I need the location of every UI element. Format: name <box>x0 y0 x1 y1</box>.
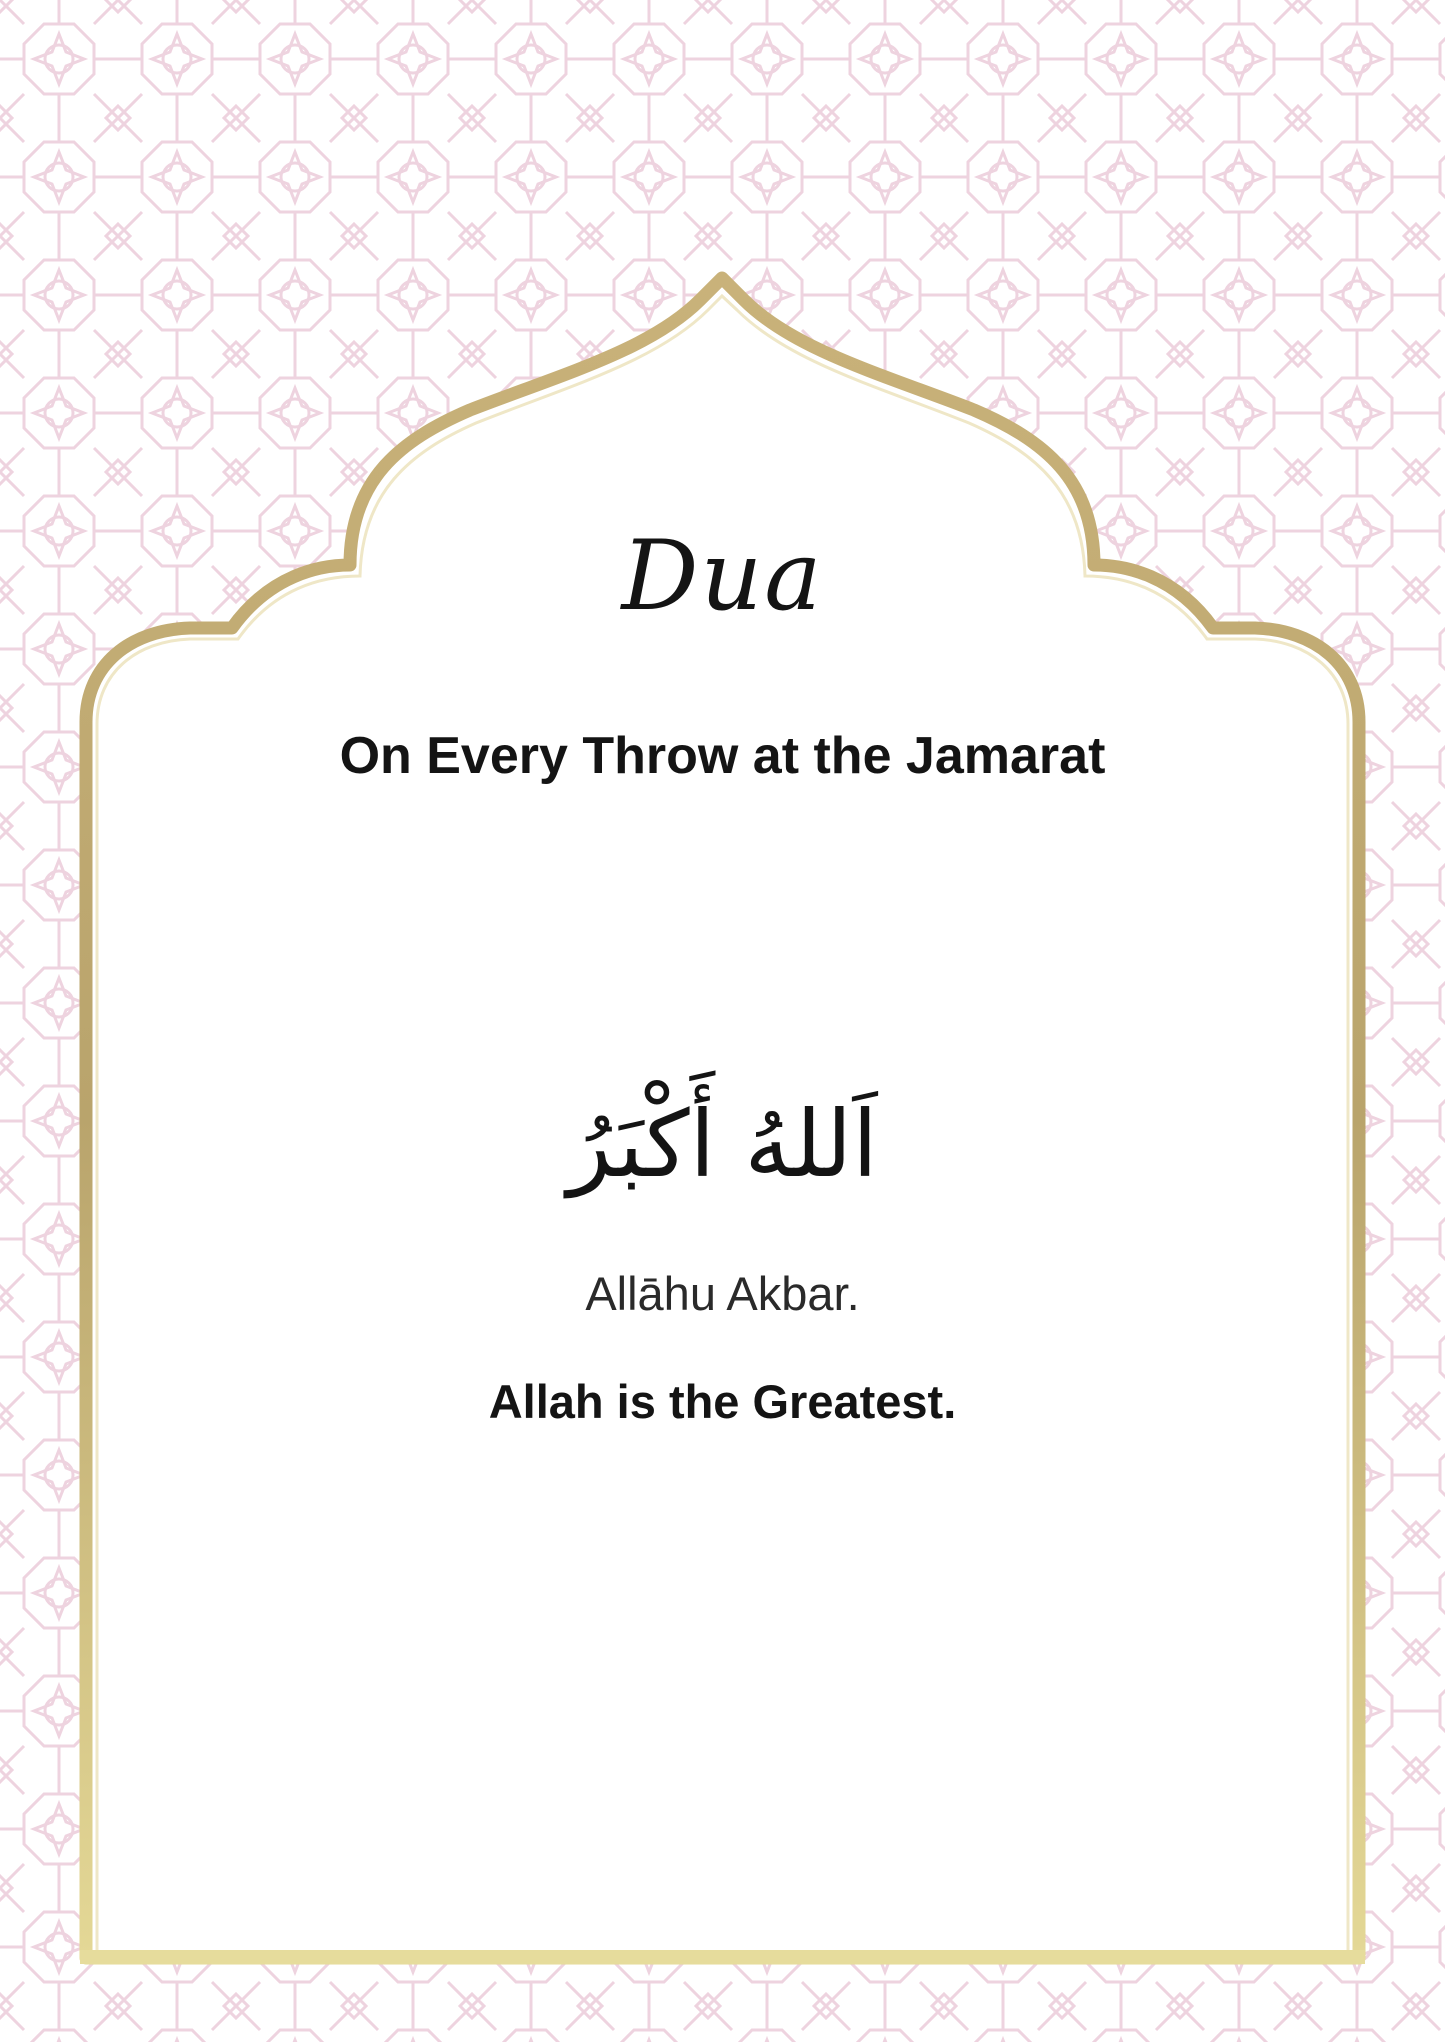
arabic-dua: اَللهُ أَكْبَرُ <box>567 1091 878 1198</box>
card-heading: Dua <box>621 520 824 632</box>
transliteration: Allāhu Akbar. <box>585 1267 860 1320</box>
translation: Allah is the Greatest. <box>488 1375 957 1428</box>
card-subtitle: On Every Throw at the Jamarat <box>339 727 1106 785</box>
frame-base <box>80 1950 1365 1964</box>
